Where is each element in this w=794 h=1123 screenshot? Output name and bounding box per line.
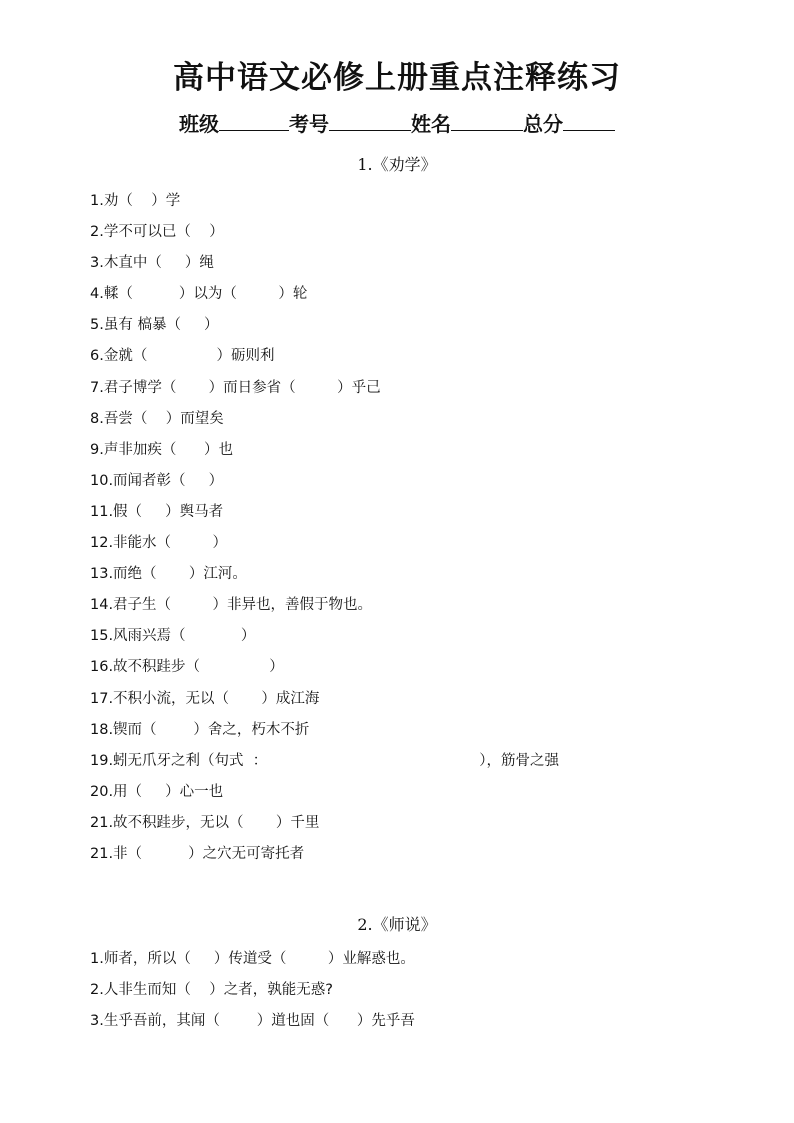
section-title-quanxue: 1.《劝学》 <box>357 155 437 174</box>
question-item: 9.声非加疾（ ）也 <box>90 441 233 458</box>
question-item: 5.虽有 槁暴（ ） <box>90 317 219 334</box>
question-item: 11.假（ ）舆马者 <box>90 503 224 520</box>
score-blank[interactable] <box>563 110 615 131</box>
question-item: 7.君子博学（ ）而日参省（ ）乎己 <box>90 379 381 396</box>
question-item: 1.师者，所以（ ）传道受（ ）业解惑也。 <box>90 951 415 967</box>
question-item: 3.生乎吾前，其闻（ ）道也固（ ）先乎吾 <box>90 1013 415 1030</box>
page-title: 高中语文必修上册重点注释练习 <box>173 60 621 96</box>
quanxue-question-list <box>90 186 559 870</box>
name-label: 姓名 <box>411 112 451 136</box>
question-item: 19.蚓无爪牙之利（句式 ： ），筋骨之强 <box>90 752 560 769</box>
question-item: 6.金就（ ）砺则利 <box>90 348 275 365</box>
question-item: 12.非能水（ ） <box>90 535 228 552</box>
exam-number-label: 考号 <box>289 112 329 136</box>
score-field <box>523 112 615 136</box>
question-item: 2.学不可以已（ ） <box>90 224 224 241</box>
shishuo-question-list <box>90 944 415 1037</box>
name-blank[interactable] <box>451 110 523 131</box>
question-item: 1.劝（ ）学 <box>90 193 181 209</box>
name-field <box>411 112 523 136</box>
question-item: 21.非（ ）之穴无可寄托者 <box>90 845 305 862</box>
question-item: 10.而闻者彰（ ） <box>90 472 224 489</box>
question-item: 13.而绝（ ）江河。 <box>90 566 247 583</box>
question-item: 4.輮（ ）以为（ ）轮 <box>90 286 308 303</box>
question-item: 8.吾尝（ ）而望矣 <box>90 410 224 427</box>
question-item: 2.人非生而知（ ）之者，孰能无惑? <box>90 982 333 999</box>
score-label: 总分 <box>523 112 563 136</box>
question-item: 3.木直中（ ）绳 <box>90 255 214 272</box>
section-title-shishuo: 2.《师说》 <box>357 915 437 934</box>
question-item: 20.用（ ）心一也 <box>90 783 224 800</box>
exam-number-blank[interactable] <box>329 110 411 131</box>
question-item: 16.故不积跬步（ ） <box>90 659 284 676</box>
class-blank[interactable] <box>219 110 289 131</box>
question-item: 14.君子生（ ）非异也，善假于物也。 <box>90 597 373 614</box>
question-item: 17.不积小流，无以（ ）成江海 <box>90 690 320 707</box>
student-info-row <box>0 108 794 140</box>
question-item: 18.锲而（ ）舍之，朽木不折 <box>90 721 310 738</box>
class-label: 班级 <box>179 112 219 136</box>
question-item: 21.故不积跬步，无以（ ）千里 <box>90 814 320 831</box>
question-item: 15.风雨兴焉（ ） <box>90 628 256 645</box>
class-field <box>179 112 289 136</box>
exam-number-field <box>289 112 411 136</box>
